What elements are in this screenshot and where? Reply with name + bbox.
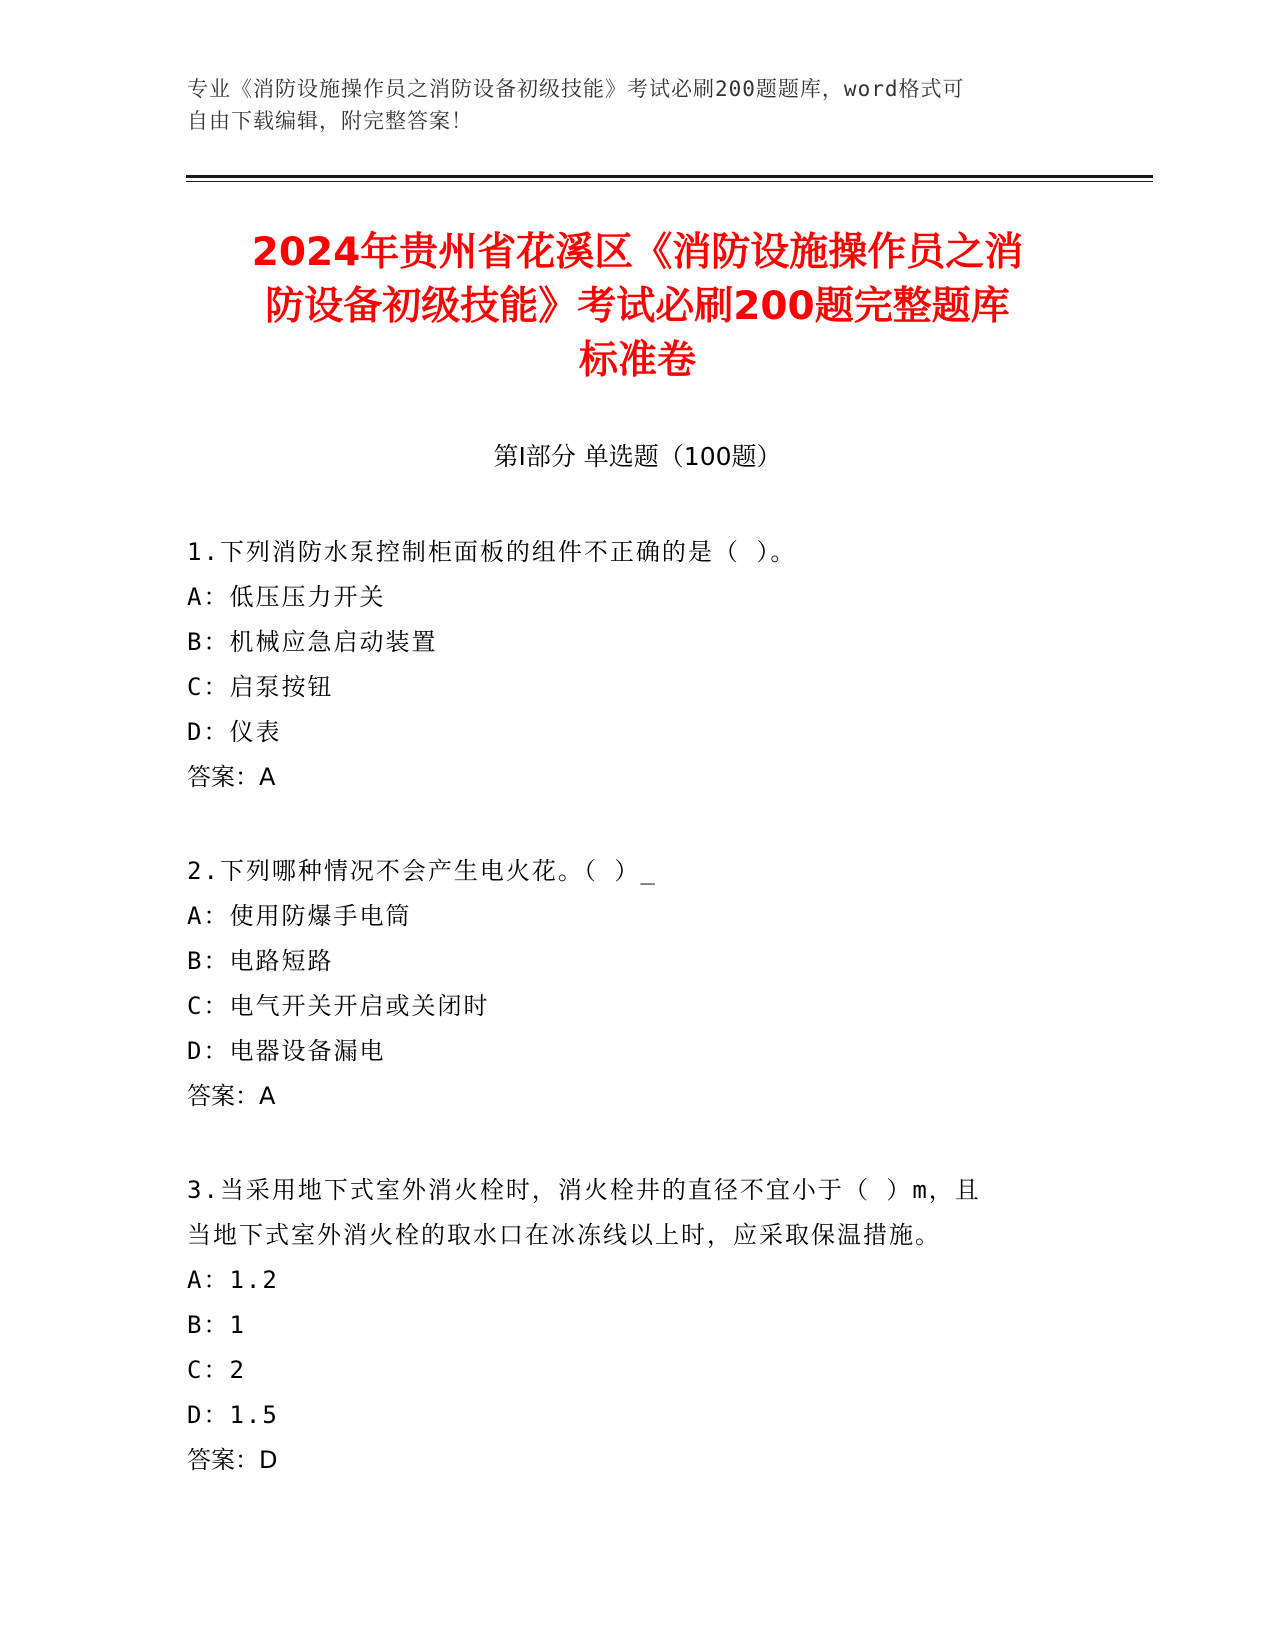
question-2-stem: 2.下列哪种情况不会产生电火花。（ ）_: [187, 857, 657, 885]
question-3-stem-line-2: 当地下式室外消火栓的取水口在冰冻线以上时，应采取保温措施。: [187, 1221, 941, 1249]
question-3-option-b: B：1: [187, 1311, 246, 1339]
header-note: [187, 73, 1067, 137]
question-1-stem: 1.下列消防水泵控制柜面板的组件不正确的是（ ）。: [187, 538, 797, 566]
question-3-option-c: C：2: [187, 1356, 246, 1384]
document-title-line-1: 2024年贵州省花溪区《消防设施操作员之消: [251, 230, 1024, 275]
document-title: [140, 226, 1135, 388]
question-1-option-c: C：启泵按钮: [187, 673, 334, 701]
header-divider-thick: [186, 175, 1153, 178]
document-title-line-3: 标准卷: [578, 338, 696, 383]
question-3: [187, 1168, 1087, 1483]
header-note-line-2: 自由下载编辑，附完整答案！: [187, 109, 473, 133]
question-3-answer: 答案：D: [187, 1446, 278, 1474]
question-1-option-b: B：机械应急启动装置: [187, 628, 438, 656]
section-heading: 第Ⅰ部分 单选题（100题）: [493, 442, 782, 471]
document-title-line-2: 防设备初级技能》考试必刷200题完整题库: [265, 284, 1010, 329]
question-3-stem-line-1: 3.当采用地下式室外消火栓时，消火栓井的直径不宜小于（ ）m，且: [187, 1176, 981, 1204]
question-2-answer: 答案：A: [187, 1082, 276, 1110]
question-1-option-d: D：仪表: [187, 718, 282, 746]
question-2-option-a: A：使用防爆手电筒: [187, 902, 412, 930]
header-divider-thin: [186, 181, 1153, 182]
question-1-option-a: A：低压压力开关: [187, 583, 386, 611]
question-3-option-d: D：1.5: [187, 1401, 279, 1429]
question-2: [187, 849, 1087, 1119]
question-3-option-a: A：1.2: [187, 1266, 279, 1294]
header-note-line-1: 专业《消防设施操作员之消防设备初级技能》考试必刷200题题库，word格式可: [187, 77, 965, 101]
question-2-option-b: B：电路短路: [187, 947, 334, 975]
question-1-answer: 答案：A: [187, 763, 276, 791]
question-2-option-d: D：电器设备漏电: [187, 1037, 386, 1065]
question-2-option-c: C：电气开关开启或关闭时: [187, 992, 490, 1020]
question-1: [187, 530, 1087, 800]
